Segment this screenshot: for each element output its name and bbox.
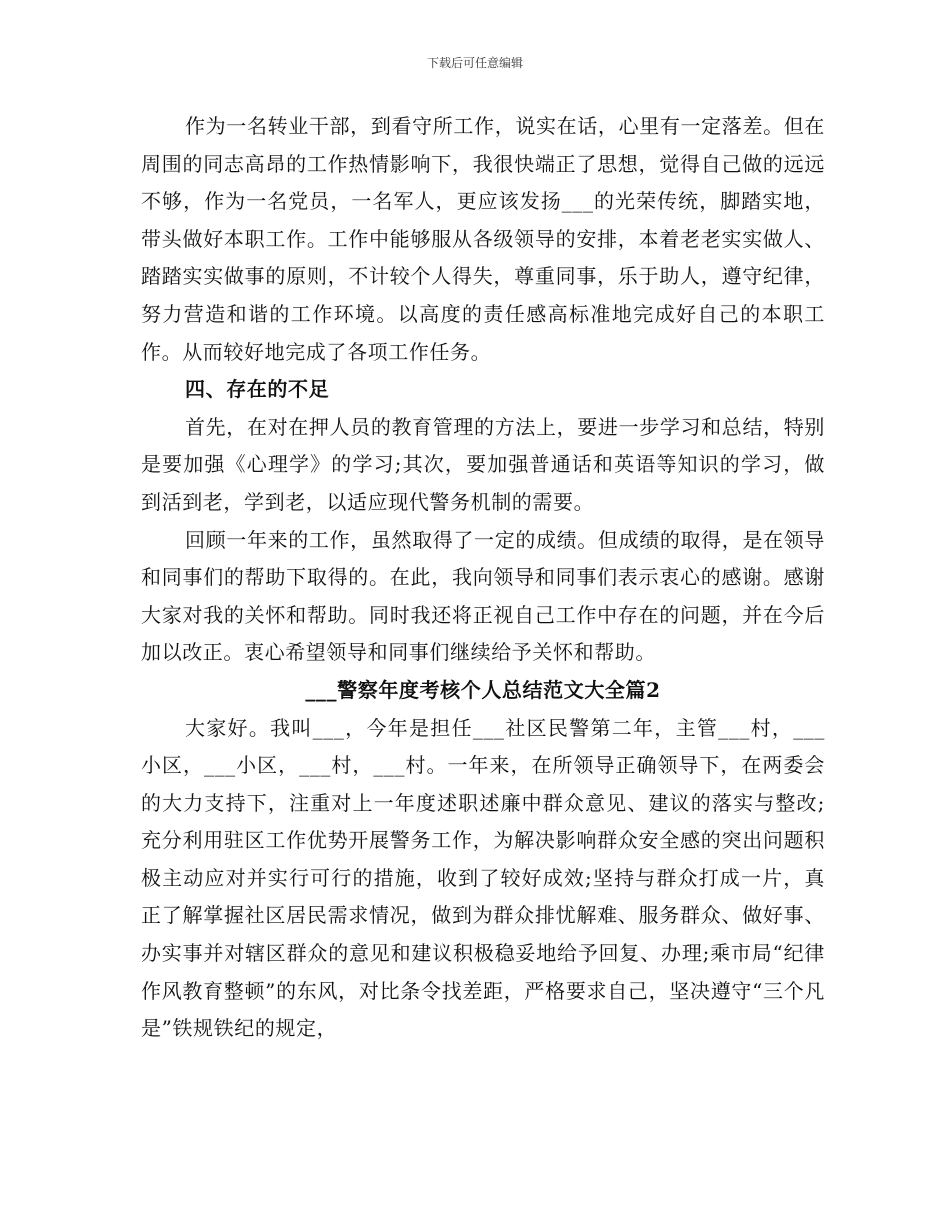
page-header-note: 下载后可任意编辑 <box>426 56 523 70</box>
section-heading-shortcomings: 四、存在的不足 <box>185 377 330 402</box>
paragraph-shortcomings: 首先，在对在押人员的教育管理的方法上，要进一步学习和总结，特别是要加强《心理学》的学习;其次，要加强普通话和英语等知识的学习，做到活到老，学到老，以适应现代警务机制的需要。 <box>141 414 825 514</box>
paragraph-transfer-cadre: 作为一名转业干部，到看守所工作，说实在话，心里有一定落差。但在周围的同志高昂的工作热情影响下，我很快端正了思想，觉得自己做的远远不够，作为一名党员，一名军人，更应该发扬___的光荣传统，脚踏实地，带头做好本职工作。工作中能够服从各级领导的安排，本着老老实实做人、踏踏实实做事的原则，不计较个人得失，尊重同事，乐于助人，遵守纪律，努力营造和谐的工作环境。以高度的责任感高标准地完成好自己的本职工作。从而较好地完成了各项工作任务。 <box>141 114 825 364</box>
article-title-part2: ___警察年度考核个人总结范文大全篇2 <box>305 677 661 702</box>
document-body <box>141 108 825 1048</box>
paragraph-review: 回顾一年来的工作，虽然取得了一定的成绩。但成绩的取得，是在领导和同事们的帮助下取得的。在此，我向领导和同事们表示衷心的感谢。感谢大家对我的关怀和帮助。同时我还将正视自己工作中存在的问题，并在今后加以改正。衷心希望领导和同事们继续给予关怀和帮助。 <box>141 527 825 665</box>
paragraph-introduction: 大家好。我叫___，今年是担任___社区民警第二年，主管___村，___小区，___小区，___村，___村。一年来，在所领导正确领导下，在两委会的大力支持下，注重对上一年度述职述廉中群众意见、建议的落实与整改;充分利用驻区工作优势开展警务工作，为解决影响群众安全感的突出问题积极主动应对并实行可行的措施，收到了较好成效;坚持与群众打成一片，真正了解掌握社区居民需求情况，做到为群众排忧解难、服务群众、做好事、办实事并对辖区群众的意见和建议积极稳妥地给予回复、办理;乘市局“纪律作风教育整顿”的东风，对比条令找差距，严格要求自己，坚决遵守“三个凡是”铁规铁纪的规定， <box>141 715 825 1041</box>
